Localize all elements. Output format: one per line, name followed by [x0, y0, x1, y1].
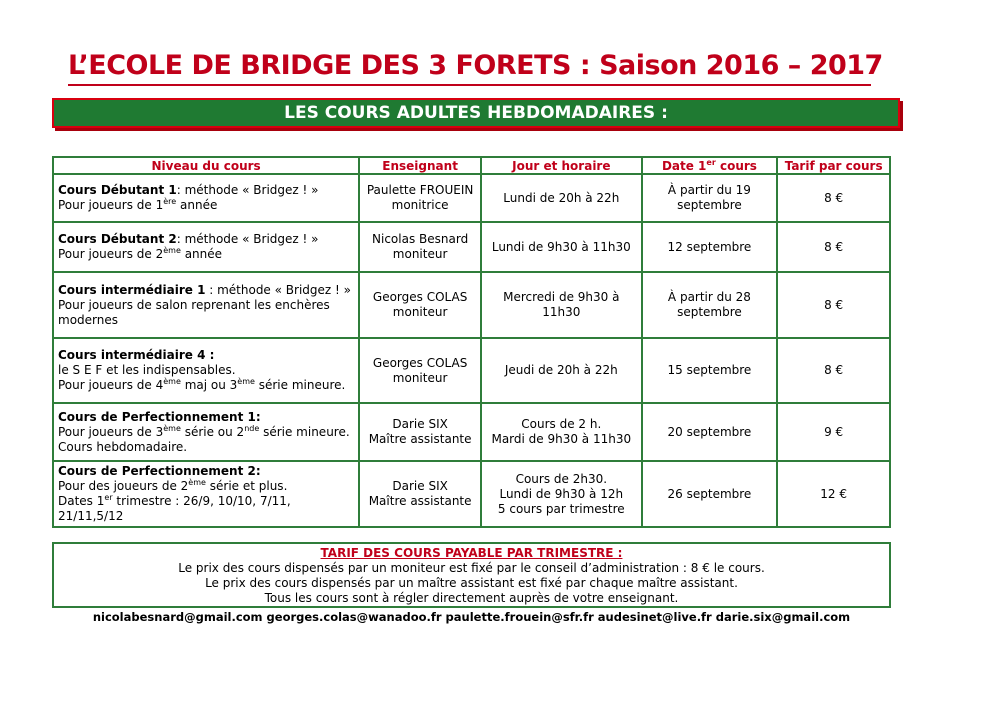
table-row [53, 272, 890, 338]
course-price: 8 € [777, 338, 890, 403]
course-start-date: À partir du 28 septembre [642, 272, 778, 338]
tarif-box [52, 542, 891, 608]
course-teacher: Paulette FROUEIN monitrice [359, 174, 481, 222]
course-schedule: Lundi de 20h à 22h [481, 174, 642, 222]
course-level: Cours de Perfectionnement 1: Pour joueurs de 3ème série ou 2nde série mineure. Cours hebdomadaire. [53, 403, 359, 461]
course-teacher: Nicolas Besnard moniteur [359, 222, 481, 272]
course-schedule: Lundi de 9h30 à 11h30 [481, 222, 642, 272]
table-row [53, 403, 890, 461]
course-start-date: À partir du 19 septembre [642, 174, 778, 222]
course-price: 8 € [777, 174, 890, 222]
table-row [53, 338, 890, 403]
course-teacher: Darie SIX Maître assistante [359, 461, 481, 527]
header-tarif: Tarif par cours [777, 157, 890, 174]
table-row [53, 174, 890, 222]
course-level: Cours Débutant 2: méthode « Bridgez ! » Pour joueurs de 2ème année [53, 222, 359, 272]
course-teacher: Georges COLAS moniteur [359, 338, 481, 403]
course-schedule: Jeudi de 20h à 22h [481, 338, 642, 403]
course-schedule: Cours de 2h30. Lundi de 9h30 à 12h 5 cours par trimestre [481, 461, 642, 527]
course-schedule: Cours de 2 h. Mardi de 9h30 à 11h30 [481, 403, 642, 461]
course-start-date: 20 septembre [642, 403, 778, 461]
section-banner: LES COURS ADULTES HEBDOMADAIRES : [52, 98, 900, 128]
course-price: 8 € [777, 222, 890, 272]
contact-emails: nicolabesnard@gmail.com georges.colas@wanadoo.fr paulette.frouein@sfr.fr audesinet@live.fr darie.six@gmail.com [92, 610, 851, 624]
course-start-date: 12 septembre [642, 222, 778, 272]
course-level: Cours intermédiaire 1 : méthode « Bridgez ! » Pour joueurs de salon reprenant les enchères modernes [53, 272, 359, 338]
course-start-date: 15 septembre [642, 338, 778, 403]
course-schedule: Mercredi de 9h30 à 11h30 [481, 272, 642, 338]
header-enseignant: Enseignant [359, 157, 481, 174]
courses-table [52, 156, 891, 528]
tarif-line: Le prix des cours dispensés par un maître assistant est fixé par chaque maître assistant. [205, 576, 738, 590]
table-row [53, 222, 890, 272]
course-price: 9 € [777, 403, 890, 461]
course-teacher: Georges COLAS moniteur [359, 272, 481, 338]
course-level: Cours de Perfectionnement 2: Pour des joueurs de 2ème série et plus. Dates 1er trimestre : 26/9, 10/10, 7/11, 21/11,5/12 [53, 461, 359, 527]
header-niveau: Niveau du cours [53, 157, 359, 174]
course-level: Cours intermédiaire 4 : le S E F et les indispensables. Pour joueurs de 4ème maj ou 3ème série mineure. [53, 338, 359, 403]
page-title: L’ECOLE DE BRIDGE DES 3 FORETS : Saison 2016 – 2017 [68, 50, 883, 81]
course-price: 8 € [777, 272, 890, 338]
header-date: Date 1er cours [642, 157, 778, 174]
table-header-row [53, 157, 890, 174]
table-row [53, 461, 890, 527]
course-teacher: Darie SIX Maître assistante [359, 403, 481, 461]
tarif-heading: TARIF DES COURS PAYABLE PAR TRIMESTRE : [320, 546, 623, 560]
tarif-line: Le prix des cours dispensés par un moniteur est fixé par le conseil d’administration : 8 € le cours. [178, 561, 765, 575]
header-jour: Jour et horaire [481, 157, 642, 174]
course-level: Cours Débutant 1: méthode « Bridgez ! » Pour joueurs de 1ère année [53, 174, 359, 222]
course-start-date: 26 septembre [642, 461, 778, 527]
tarif-line: Tous les cours sont à régler directement auprès de votre enseignant. [264, 591, 679, 605]
title-underline [68, 84, 871, 86]
course-price: 12 € [777, 461, 890, 527]
